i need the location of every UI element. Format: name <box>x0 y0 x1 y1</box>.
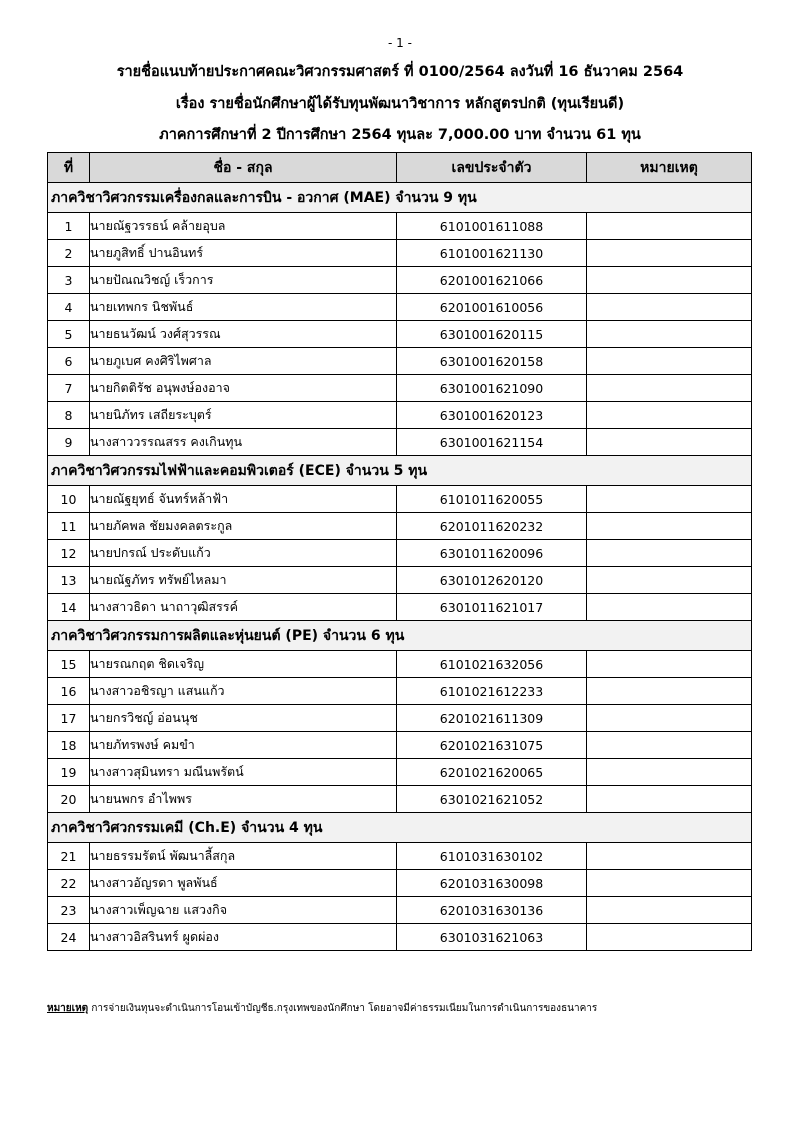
remark-cell <box>587 924 752 951</box>
remark-cell <box>587 897 752 924</box>
student-id: 6301001620123 <box>397 402 587 429</box>
student-name: นายธรรมรัตน์ พัฒนาลี้สกุล <box>90 843 397 870</box>
row-number: 14 <box>48 594 90 621</box>
page-number: - 1 - <box>388 36 412 50</box>
remark-cell <box>587 651 752 678</box>
student-name: นางสาวอัญรดา พูลพันธ์ <box>90 870 397 897</box>
remark-cell <box>587 843 752 870</box>
student-id: 6101011620055 <box>397 486 587 513</box>
student-name: นายณัฐยุทธ์ จันทร์หล้าฟ้า <box>90 486 397 513</box>
student-name: นายกรวิชญ์ อ่อนนุช <box>90 705 397 732</box>
student-id: 6301001621090 <box>397 375 587 402</box>
student-name: นางสาวธิดา นาถาวุฒิสรรค์ <box>90 594 397 621</box>
remark-cell <box>587 678 752 705</box>
student-name: นายปกรณ์ ประดับแก้ว <box>90 540 397 567</box>
department-title: ภาควิชาวิศวกรรมการผลิตและหุ่นยนต์ (PE) จำนวน 6 ทุน <box>48 621 752 651</box>
table-row <box>48 486 752 513</box>
student-id: 6301001620158 <box>397 348 587 375</box>
table-row <box>48 294 752 321</box>
student-name: นายณัฐภัทร ทรัพย์ไหลมา <box>90 567 397 594</box>
table-row <box>48 240 752 267</box>
remark-cell <box>587 732 752 759</box>
row-number: 3 <box>48 267 90 294</box>
row-number: 5 <box>48 321 90 348</box>
student-name: นายภูสิทธิ์ ปานอินทร์ <box>90 240 397 267</box>
row-number: 13 <box>48 567 90 594</box>
department-title: ภาควิชาวิศวกรรมไฟฟ้าและคอมพิวเตอร์ (ECE) จำนวน 5 ทุน <box>48 456 752 486</box>
row-number: 11 <box>48 513 90 540</box>
remark-cell <box>587 213 752 240</box>
table-header-row <box>48 153 752 183</box>
header-remark: หมายเหตุ <box>587 153 752 183</box>
student-id: 6201021620065 <box>397 759 587 786</box>
remark-cell <box>587 294 752 321</box>
table-row <box>48 375 752 402</box>
row-number: 19 <box>48 759 90 786</box>
row-number: 18 <box>48 732 90 759</box>
student-name: นายนิภัทร เสถียระบุตร์ <box>90 402 397 429</box>
row-number: 20 <box>48 786 90 813</box>
department-title: ภาควิชาวิศวกรรมเครื่องกลและการบิน - อวกาศ (MAE) จำนวน 9 ทุน <box>48 183 752 213</box>
student-id: 6201021631075 <box>397 732 587 759</box>
remark-cell <box>587 513 752 540</box>
remark-cell <box>587 786 752 813</box>
remark-cell <box>587 759 752 786</box>
row-number: 10 <box>48 486 90 513</box>
student-id: 6101031630102 <box>397 843 587 870</box>
student-id: 6301031621063 <box>397 924 587 951</box>
row-number: 12 <box>48 540 90 567</box>
table-row <box>48 567 752 594</box>
student-name: นายรณกฤต ชิดเจริญ <box>90 651 397 678</box>
remark-cell <box>587 402 752 429</box>
footnote-text: การจ่ายเงินทุนจะดำเนินการโอนเข้าบัญชีธ.กรุงเทพของนักศึกษา โดยอาจมีค่าธรรมเนียมในการดำเนินการของธนาคาร <box>88 1003 598 1014</box>
student-id: 6201001610056 <box>397 294 587 321</box>
remark-cell <box>587 375 752 402</box>
remark-cell <box>587 348 752 375</box>
student-name: นายภูเบศ คงศิริไพศาล <box>90 348 397 375</box>
table-row <box>48 321 752 348</box>
remark-cell <box>587 429 752 456</box>
table-row <box>48 678 752 705</box>
student-id: 6201001621066 <box>397 267 587 294</box>
department-title: ภาควิชาวิศวกรรมเคมี (Ch.E) จำนวน 4 ทุน <box>48 813 752 843</box>
table-row <box>48 540 752 567</box>
table-row <box>48 759 752 786</box>
department-row <box>48 456 752 486</box>
row-number: 1 <box>48 213 90 240</box>
semester-title: ภาคการศึกษาที่ 2 ปีการศึกษา 2564 ทุนละ 7,000.00 บาท จำนวน 61 ทุน <box>159 127 641 143</box>
remark-cell <box>587 870 752 897</box>
row-number: 8 <box>48 402 90 429</box>
student-id: 6301001620115 <box>397 321 587 348</box>
student-id: 6201021611309 <box>397 705 587 732</box>
student-id: 6101001621130 <box>397 240 587 267</box>
row-number: 2 <box>48 240 90 267</box>
remark-cell <box>587 267 752 294</box>
row-number: 22 <box>48 870 90 897</box>
remark-cell <box>587 540 752 567</box>
footnote-label: หมายเหตุ <box>47 1003 89 1014</box>
student-name: นายณัฐวรรธน์ คล้ายอุบล <box>90 213 397 240</box>
row-number: 17 <box>48 705 90 732</box>
student-id: 6201031630136 <box>397 897 587 924</box>
student-id: 6301011621017 <box>397 594 587 621</box>
remark-cell <box>587 321 752 348</box>
table-row <box>48 213 752 240</box>
scholarship-table <box>47 152 752 951</box>
student-name: นางสาวเพ็ญฉาย แสวงกิจ <box>90 897 397 924</box>
row-number: 7 <box>48 375 90 402</box>
header-student-id: เลขประจำตัว <box>397 153 587 183</box>
row-number: 21 <box>48 843 90 870</box>
table-row <box>48 732 752 759</box>
student-id: 6101001611088 <box>397 213 587 240</box>
student-name: นางสาวสุมินทรา มณีนพรัตน์ <box>90 759 397 786</box>
student-name: นายภัทรพงษ์ คมขำ <box>90 732 397 759</box>
student-name: นายธนวัฒน์ วงศ์สุวรรณ <box>90 321 397 348</box>
row-number: 4 <box>48 294 90 321</box>
remark-cell <box>587 705 752 732</box>
table-row <box>48 924 752 951</box>
department-row <box>48 621 752 651</box>
department-row <box>48 183 752 213</box>
table-body <box>48 183 752 951</box>
table-row <box>48 348 752 375</box>
header-no: ที่ <box>48 153 90 183</box>
table-row <box>48 786 752 813</box>
row-number: 16 <box>48 678 90 705</box>
student-id: 6201031630098 <box>397 870 587 897</box>
department-row <box>48 813 752 843</box>
table-row <box>48 897 752 924</box>
remark-cell <box>587 240 752 267</box>
student-id: 6101021612233 <box>397 678 587 705</box>
student-name: นายกิตติรัช อนุพงษ์องอาจ <box>90 375 397 402</box>
announcement-title: รายชื่อแนบท้ายประกาศคณะวิศวกรรมศาสตร์ ที่ 0100/2564 ลงวันที่ 16 ธันวาคม 2564 <box>116 64 684 80</box>
student-name: นายเทพกร นิชพันธ์ <box>90 294 397 321</box>
remark-cell <box>587 594 752 621</box>
remark-cell <box>587 567 752 594</box>
student-name: นายปัณณวิชญ์ เร็วการ <box>90 267 397 294</box>
row-number: 6 <box>48 348 90 375</box>
row-number: 24 <box>48 924 90 951</box>
table-row <box>48 513 752 540</box>
student-id: 6301001621154 <box>397 429 587 456</box>
student-id: 6201011620232 <box>397 513 587 540</box>
table-row <box>48 705 752 732</box>
table-row <box>48 870 752 897</box>
table-row <box>48 402 752 429</box>
student-id: 6101021632056 <box>397 651 587 678</box>
student-id: 6301021621052 <box>397 786 587 813</box>
table-row <box>48 267 752 294</box>
student-id: 6301011620096 <box>397 540 587 567</box>
table-row <box>48 594 752 621</box>
student-name: นางสาวอิสรินทร์ ผูดผ่อง <box>90 924 397 951</box>
row-number: 15 <box>48 651 90 678</box>
student-id: 6301012620120 <box>397 567 587 594</box>
footnote <box>47 1001 597 1016</box>
table-row <box>48 843 752 870</box>
subject-title: เรื่อง รายชื่อนักศึกษาผู้ได้รับทุนพัฒนาวิชาการ หลักสูตรปกติ (ทุนเรียนดี) <box>175 96 625 112</box>
remark-cell <box>587 486 752 513</box>
table-row <box>48 651 752 678</box>
table-row <box>48 429 752 456</box>
header-name: ชื่อ - สกุล <box>90 153 397 183</box>
student-name: นายนพกร อำไพพร <box>90 786 397 813</box>
student-name: นายภัคพล ชัยมงคลตระกูล <box>90 513 397 540</box>
row-number: 23 <box>48 897 90 924</box>
student-name: นางสาววรรณสรร คงเกินทุน <box>90 429 397 456</box>
row-number: 9 <box>48 429 90 456</box>
student-name: นางสาวอชิรญา แสนแก้ว <box>90 678 397 705</box>
